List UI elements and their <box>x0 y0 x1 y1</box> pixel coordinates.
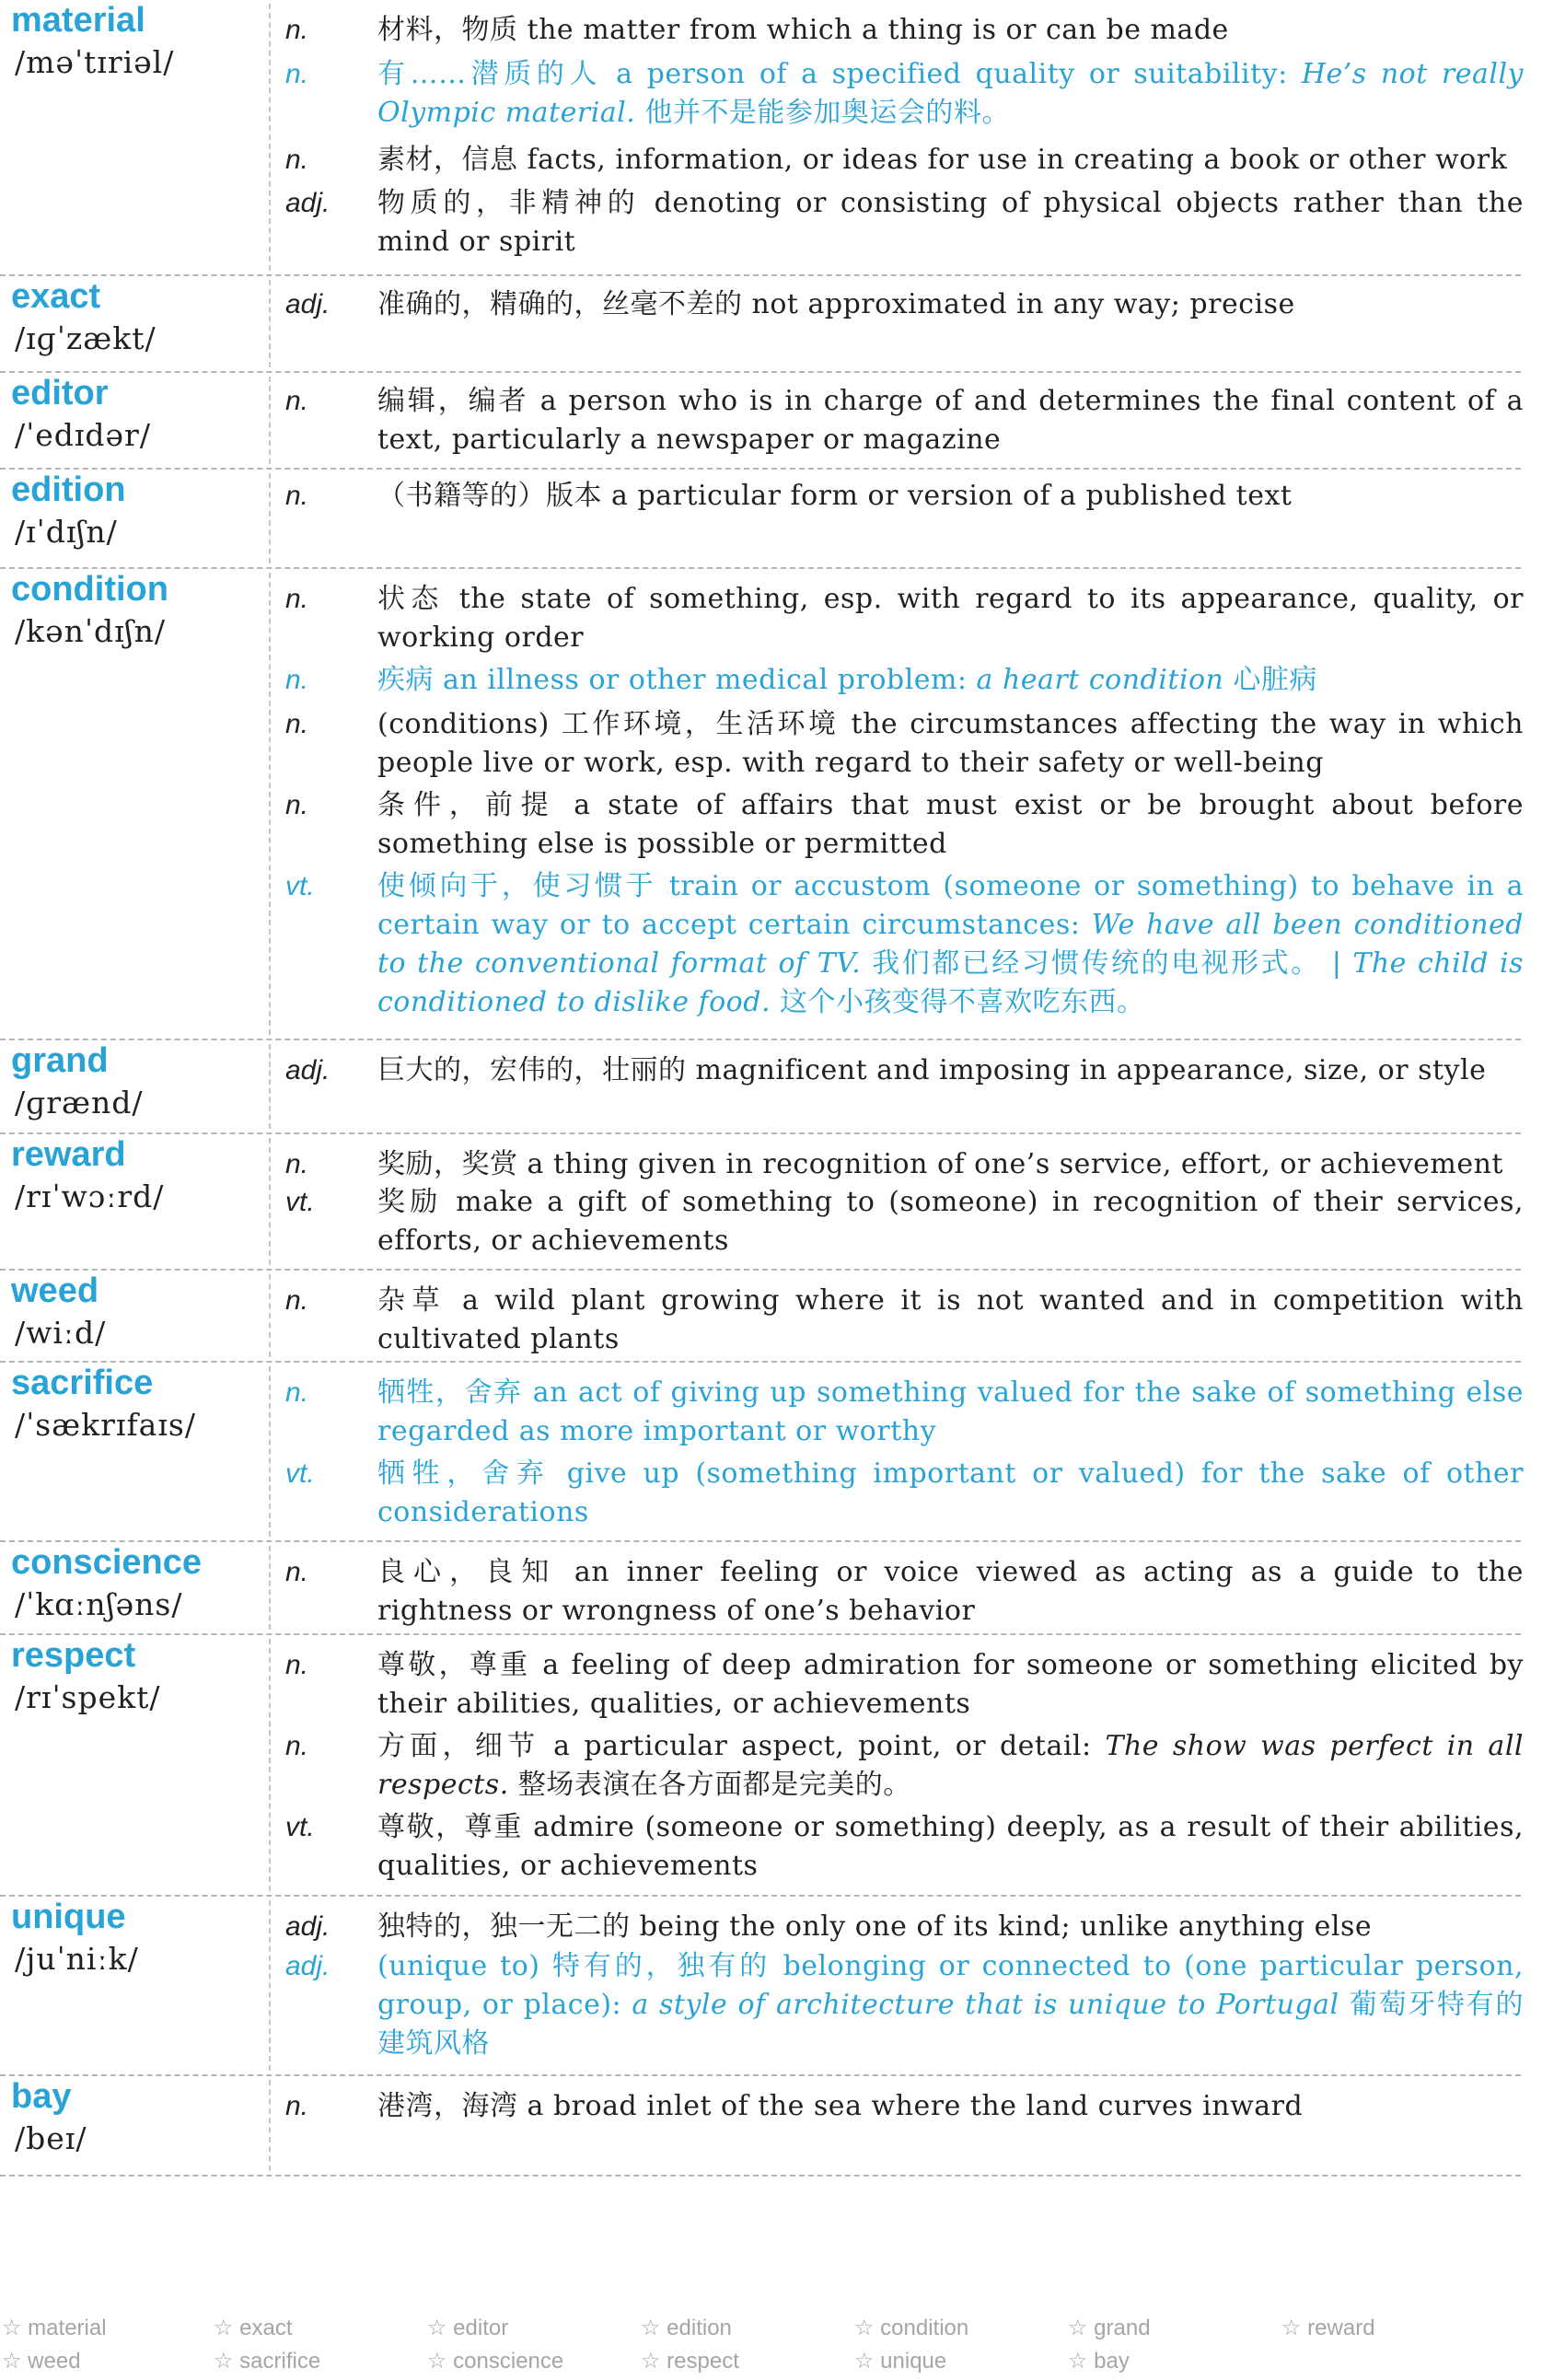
part-of-speech: n. <box>285 1557 309 1587</box>
example-sentence: He’s not really Olympic material. <box>377 58 1525 129</box>
headword: condition <box>11 570 168 609</box>
definition <box>377 705 1524 783</box>
definition-text: 疾病 an illness or other medical problem: <box>377 664 977 696</box>
definition <box>377 1553 1524 1631</box>
phonetic: /ˈsækrɪfaɪs/ <box>15 1407 196 1443</box>
footer-word-grand <box>1068 2315 1151 2342</box>
part-of-speech: vt. <box>285 1458 315 1489</box>
part-of-speech: vt. <box>285 1812 315 1842</box>
entry-editor <box>0 373 1542 468</box>
definition <box>377 1145 1524 1184</box>
phonetic: /ˈedɪdər/ <box>15 417 151 453</box>
part-of-speech: n. <box>285 1377 309 1408</box>
part-of-speech: n. <box>285 386 309 416</box>
footer-word-label: bay <box>1087 2349 1130 2374</box>
definition <box>377 285 1524 324</box>
headword: respect <box>11 1636 136 1675</box>
column-divider <box>269 1639 271 1891</box>
definition-text: 港湾，海湾 a broad inlet of the sea where the land curves inward <box>377 2090 1304 2122</box>
column-divider <box>269 280 271 367</box>
headword: sacrifice <box>11 1364 154 1402</box>
definition-text: 有……潜质的人 a person of a specified quality or suitability: <box>377 58 1302 90</box>
example-translation: 我们都已经习惯传统的电视形式。 | <box>861 947 1353 980</box>
entry-reward <box>0 1134 1542 1269</box>
headword: bay <box>11 2077 72 2116</box>
definition-text: 巨大的，宏伟的，壮丽的 magnificent and imposing in appearance, size, or style <box>377 1054 1487 1086</box>
part-of-speech: adj. <box>285 1055 330 1086</box>
entry-material <box>0 0 1542 274</box>
definition-text: 良心，良知 an inner feeling or voice viewed as acting as a guide to the rightness or wrongness of one’s behavior <box>377 1556 1524 1627</box>
example-translation: 他并不是能参加奥运会的料。 <box>635 97 1010 129</box>
star-icon: ☆ <box>854 2316 875 2340</box>
example-translation: 心脏病 <box>1223 664 1317 696</box>
footer-word-sacrifice <box>214 2348 320 2375</box>
footer-word-unique <box>854 2348 946 2375</box>
phonetic: /beɪ/ <box>15 2120 87 2156</box>
definition-text: 材料，物质 the matter from which a thing is or can be made <box>377 14 1229 46</box>
part-of-speech: n. <box>285 145 309 175</box>
star-icon: ☆ <box>427 2316 447 2340</box>
column-divider <box>269 573 271 1035</box>
definition <box>377 1374 1524 1451</box>
definition-text: 尊敬，尊重 admire (someone or something) deeply, as a result of their abilities, qualities, or achievements <box>377 1811 1524 1882</box>
entry-condition <box>0 569 1542 1039</box>
star-icon: ☆ <box>2 2349 22 2374</box>
column-divider <box>269 1044 271 1129</box>
part-of-speech: adj. <box>285 1951 330 1981</box>
definition <box>377 11 1524 50</box>
definition <box>377 1727 1524 1805</box>
phonetic: /kənˈdɪʃn/ <box>15 613 166 649</box>
part-of-speech: adj. <box>285 1911 330 1942</box>
footer-word-reward <box>1281 2315 1375 2342</box>
definition-text: 条件，前提 a state of affairs that must exist or be brought about before something else is possible or permitted <box>377 789 1524 860</box>
example-sentence: a heart condition <box>976 664 1224 696</box>
definition <box>377 184 1524 261</box>
star-icon: ☆ <box>214 2349 234 2374</box>
part-of-speech: n. <box>285 2091 309 2121</box>
definition-text: 编辑，编者 a person who is in charge of and determines the final content of a text, particularly a newspaper or magazine <box>377 385 1524 456</box>
entry-weed <box>0 1271 1542 1361</box>
definition <box>377 55 1524 133</box>
part-of-speech: n. <box>285 665 309 695</box>
star-icon: ☆ <box>1281 2316 1302 2340</box>
definition-text: 使倾向于，使习惯于 train or accustom (someone or something) to behave in a certain way or to accept certain circumstances: <box>377 870 1524 941</box>
phonetic: /məˈtɪriəl/ <box>15 44 175 80</box>
footer-word-label: unique <box>874 2349 947 2374</box>
phonetic: /rɪˈwɔːrd/ <box>15 1178 165 1214</box>
footer-word-weed <box>2 2348 81 2375</box>
part-of-speech: n. <box>285 1285 309 1316</box>
entry-edition <box>0 470 1542 567</box>
part-of-speech: adj. <box>285 289 330 319</box>
definition-text: 牺牲，舍弃 give up (something important or valued) for the sake of other considerations <box>377 1457 1524 1528</box>
column-divider <box>269 1900 271 2071</box>
phonetic: /ɡrænd/ <box>15 1085 144 1120</box>
column-divider <box>269 2080 271 2171</box>
part-of-speech: n. <box>285 15 309 45</box>
phonetic: /ˈkɑːnʃəns/ <box>15 1586 183 1622</box>
phonetic: /wiːd/ <box>15 1315 107 1351</box>
definition <box>377 580 1524 657</box>
column-divider <box>269 1138 271 1265</box>
definition <box>377 1183 1524 1260</box>
definition-text: 物质的，非精神的 denoting or consisting of physical objects rather than the mind or spirit <box>377 187 1524 258</box>
column-divider <box>269 473 271 563</box>
definition <box>377 1282 1524 1359</box>
definition <box>377 141 1524 180</box>
definition-text: 牺牲，舍弃 an act of giving up something valued for the sake of something else regarded as more important or worthy <box>377 1376 1524 1447</box>
entry-grand <box>0 1040 1542 1132</box>
headword: material <box>11 1 145 40</box>
definition-text: (unique to) 特有的，独有的 belonging or connected to (one particular person, group, or place): <box>377 1950 1524 2021</box>
entry-separator <box>0 2175 1521 2177</box>
footer-word-label: condition <box>874 2316 969 2340</box>
definition <box>377 1947 1524 2063</box>
headword: reward <box>11 1135 126 1174</box>
part-of-speech: vt. <box>285 871 315 901</box>
footer-word-edition <box>641 2315 732 2342</box>
footer-word-label: editor <box>446 2316 509 2340</box>
headword: conscience <box>11 1543 202 1582</box>
example-sentence: The child is conditioned to dislike food. <box>377 947 1525 1018</box>
star-icon: ☆ <box>1068 2316 1088 2340</box>
star-icon: ☆ <box>854 2349 875 2374</box>
star-icon: ☆ <box>641 2316 661 2340</box>
entry-respect <box>0 1635 1542 1895</box>
phonetic: /ɪˈdɪʃn/ <box>15 514 118 550</box>
example-translation: 整场表演在各方面都是完美的。 <box>508 1769 911 1801</box>
headword: grand <box>11 1041 109 1080</box>
definition-text: 素材，信息 facts, information, or ideas for use in creating a book or other work <box>377 144 1508 176</box>
definition <box>377 382 1524 459</box>
definition <box>377 2087 1524 2126</box>
entry-conscience <box>0 1542 1542 1633</box>
part-of-speech: vt. <box>285 1187 315 1217</box>
example-sentence: a style of architecture that is unique to Portugal <box>632 1989 1339 2021</box>
star-icon: ☆ <box>214 2316 234 2340</box>
star-icon: ☆ <box>641 2349 661 2374</box>
definition <box>377 867 1524 1022</box>
definition-text: 杂草 a wild plant growing where it is not wanted and in competition with cultivated plants <box>377 1284 1524 1355</box>
definition-text: 方面，细节 a particular aspect, point, or detail: <box>377 1730 1106 1762</box>
part-of-speech: n. <box>285 790 309 820</box>
footer-word-editor <box>427 2315 508 2342</box>
word-index-footer <box>0 2302 1542 2380</box>
phonetic: /rɪˈspekt/ <box>15 1679 161 1715</box>
entry-bay <box>0 2076 1542 2175</box>
definition-text: 独特的，独一无二的 being the only one of its kind; unlike anything else <box>377 1910 1373 1943</box>
definition-text: 奖励，奖赏 a thing given in recognition of one’s service, effort, or achievement <box>377 1148 1503 1180</box>
column-divider <box>269 4 271 271</box>
column-divider <box>269 1366 271 1537</box>
footer-word-label: grand <box>1087 2316 1151 2340</box>
part-of-speech: adj. <box>285 188 330 218</box>
definition <box>377 786 1524 864</box>
footer-word-exact <box>214 2315 293 2342</box>
headword: edition <box>11 470 126 509</box>
definition <box>377 1646 1524 1724</box>
entry-exact <box>0 276 1542 371</box>
entry-sacrifice <box>0 1363 1542 1540</box>
headword: unique <box>11 1898 126 1936</box>
phonetic: /ɪɡˈzækt/ <box>15 320 157 356</box>
footer-word-label: sacrifice <box>233 2349 321 2374</box>
footer-word-label: material <box>21 2316 107 2340</box>
part-of-speech: n. <box>285 1650 309 1680</box>
phonetic: /juˈniːk/ <box>15 1941 139 1977</box>
example-sentence: The show was perfect in all respects. <box>377 1730 1525 1801</box>
definition-text: (conditions) 工作环境，生活环境 the circumstances affecting the way in which people live or work, esp. with regard to their safety or well-being <box>377 708 1524 779</box>
footer-word-bay <box>1068 2348 1130 2375</box>
definition-text: 准确的，精确的，丝毫不差的 not approximated in any way; precise <box>377 288 1295 320</box>
part-of-speech: n. <box>285 481 309 511</box>
headword: exact <box>11 277 101 316</box>
definition-text: （书籍等的）版本 a particular form or version of a published text <box>377 480 1293 512</box>
definition <box>377 1051 1524 1090</box>
headword: editor <box>11 374 109 412</box>
footer-word-label: respect <box>660 2349 739 2374</box>
definition <box>377 1455 1524 1532</box>
definition <box>377 1908 1524 1946</box>
footer-word-respect <box>641 2348 739 2375</box>
footer-word-label: reward <box>1301 2316 1375 2340</box>
example-translation: 这个小孩变得不喜欢吃东西。 <box>770 986 1145 1018</box>
entry-unique <box>0 1897 1542 2074</box>
part-of-speech: n. <box>285 1731 309 1761</box>
example-translation: 葡萄牙特有的建筑风格 <box>377 1989 1524 2060</box>
footer-word-label: weed <box>21 2349 81 2374</box>
footer-word-condition <box>854 2315 968 2342</box>
footer-word-material <box>2 2315 107 2342</box>
part-of-speech: n. <box>285 584 309 614</box>
example-sentence: We have all been conditioned to the conventional format of TV. <box>377 909 1525 980</box>
part-of-speech: n. <box>285 709 309 739</box>
definition <box>377 477 1524 516</box>
part-of-speech: n. <box>285 1149 309 1179</box>
footer-word-label: conscience <box>446 2349 564 2374</box>
definition-text: 状态 the state of something, esp. with regard to its appearance, quality, or working order <box>377 583 1524 654</box>
star-icon: ☆ <box>2 2316 22 2340</box>
definition-text: 尊敬，尊重 a feeling of deep admiration for someone or something elicited by their abilities, qualities, or achievements <box>377 1649 1524 1720</box>
definition <box>377 661 1524 700</box>
footer-word-conscience <box>427 2348 563 2375</box>
column-divider <box>269 377 271 464</box>
star-icon: ☆ <box>1068 2349 1088 2374</box>
column-divider <box>269 1546 271 1630</box>
column-divider <box>269 1274 271 1357</box>
star-icon: ☆ <box>427 2349 447 2374</box>
footer-word-label: edition <box>660 2316 732 2340</box>
footer-word-label: exact <box>233 2316 293 2340</box>
part-of-speech: n. <box>285 59 309 89</box>
definition <box>377 1808 1524 1886</box>
headword: weed <box>11 1271 99 1310</box>
definition-text: 奖励 make a gift of something to (someone) in recognition of their services, efforts, or achievements <box>377 1186 1524 1257</box>
